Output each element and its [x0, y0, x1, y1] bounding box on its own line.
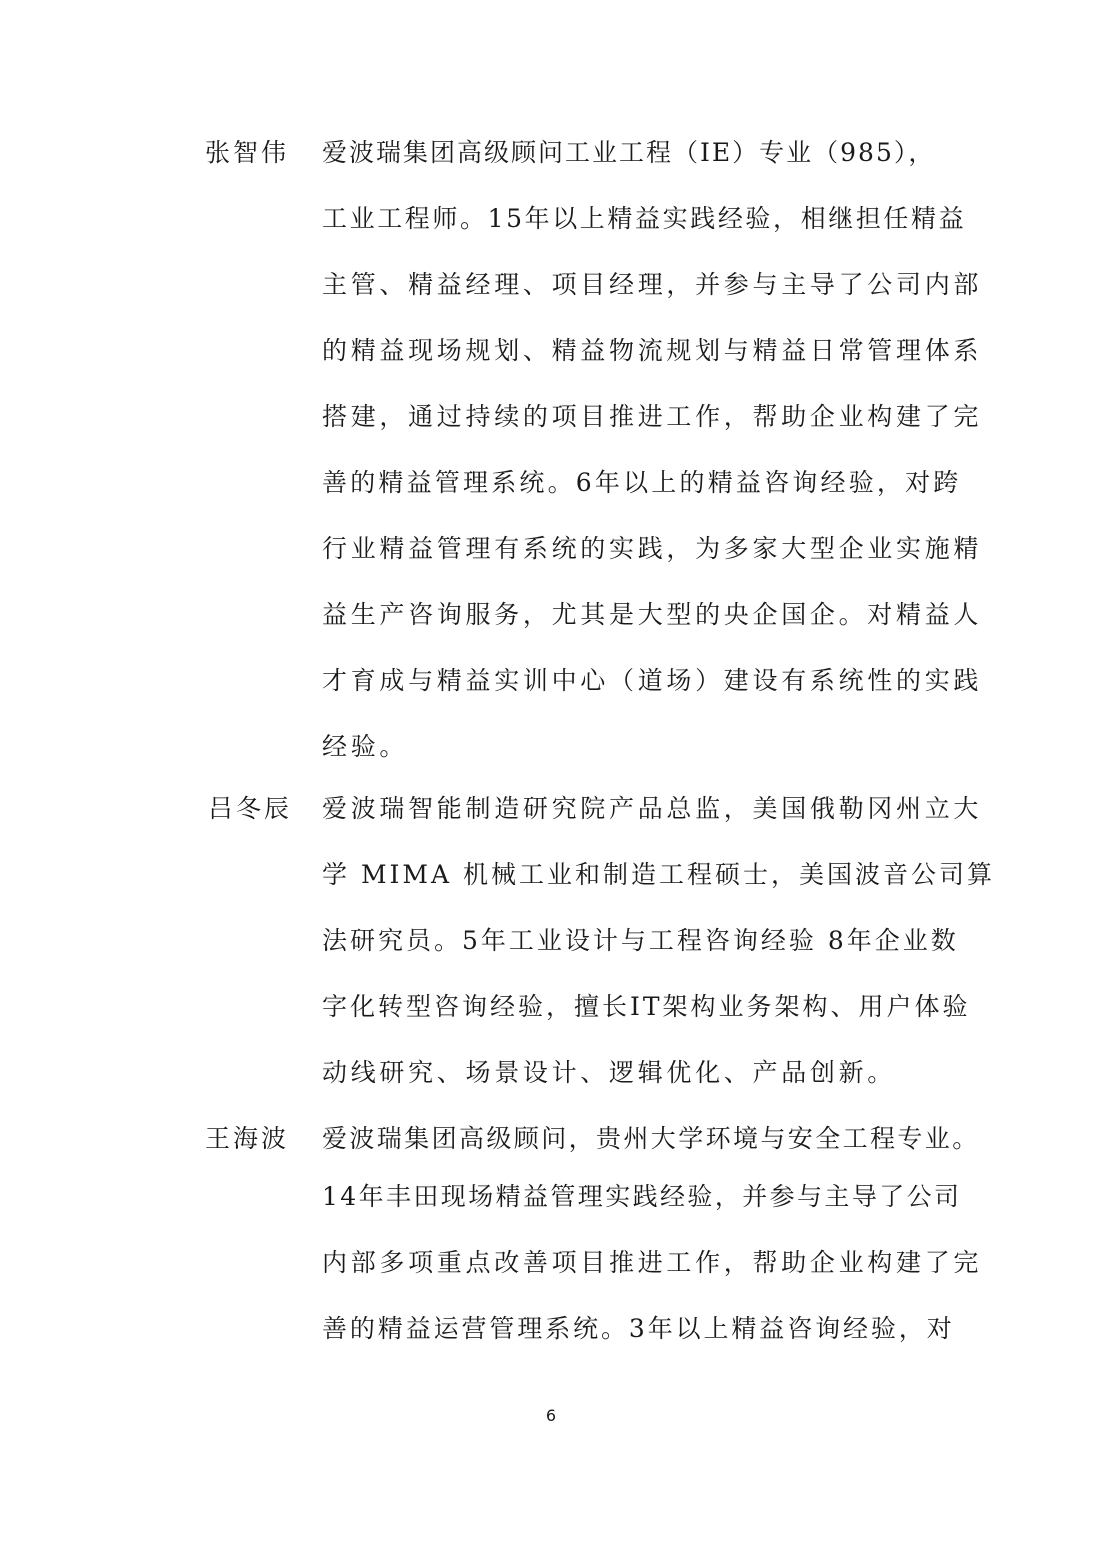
- bio-line: 才育成与精益实训中心（道场）建设有系统性的实践: [322, 666, 983, 695]
- bio-line: 内部多项重点改善项目推进工作，帮助企业构建了完: [322, 1248, 983, 1277]
- bio-line: 主管、精益经理、项目经理，并参与主导了公司内部: [322, 270, 983, 299]
- bio-line: 字化转型咨询经验，擅长IT架构业务架构、用户体验: [322, 992, 971, 1021]
- person-name: 张智伟: [205, 138, 290, 167]
- bio-line: 动线研究、场景设计、逻辑优化、产品创新。: [322, 1058, 897, 1087]
- bio-line: 爱波瑞集团高级顾问工业工程（IE）专业（985），: [322, 138, 936, 167]
- page-number: 6: [545, 1406, 557, 1425]
- bio-line: 经验。: [322, 732, 409, 761]
- bio-line: 善的精益运营管理系统。3年以上精益咨询经验，对: [322, 1314, 955, 1343]
- bio-line: 学 MIMA 机械工业和制造工程硕士，美国波音公司算: [322, 860, 996, 889]
- bio-line: 善的精益管理系统。6年以上的精益咨询经验，对跨: [322, 468, 962, 497]
- bio-line: 行业精益管理有系统的实践，为多家大型企业实施精: [322, 534, 983, 563]
- person-name: 王海波: [205, 1124, 290, 1153]
- person-name: 吕冬辰: [208, 794, 293, 823]
- bio-line: 益生产咨询服务，尤其是大型的央企国企。对精益人: [322, 600, 983, 629]
- bio-line: 搭建，通过持续的项目推进工作，帮助企业构建了完: [322, 402, 983, 431]
- bio-line: 爱波瑞智能制造研究院产品总监，美国俄勒冈州立大: [322, 794, 983, 823]
- bio-line: 爱波瑞集团高级顾问，贵州大学环境与安全工程专业。: [322, 1124, 980, 1153]
- bio-line: 14年丰田现场精益管理实践经验，并参与主导了公司: [322, 1182, 962, 1211]
- bio-line: 法研究员。5年工业设计与工程咨询经验 8年企业数: [322, 926, 959, 955]
- bio-line: 工业工程师。15年以上精益实践经验，相继担任精益: [322, 204, 967, 233]
- bio-line: 的精益现场规划、精益物流规划与精益日常管理体系: [322, 336, 983, 365]
